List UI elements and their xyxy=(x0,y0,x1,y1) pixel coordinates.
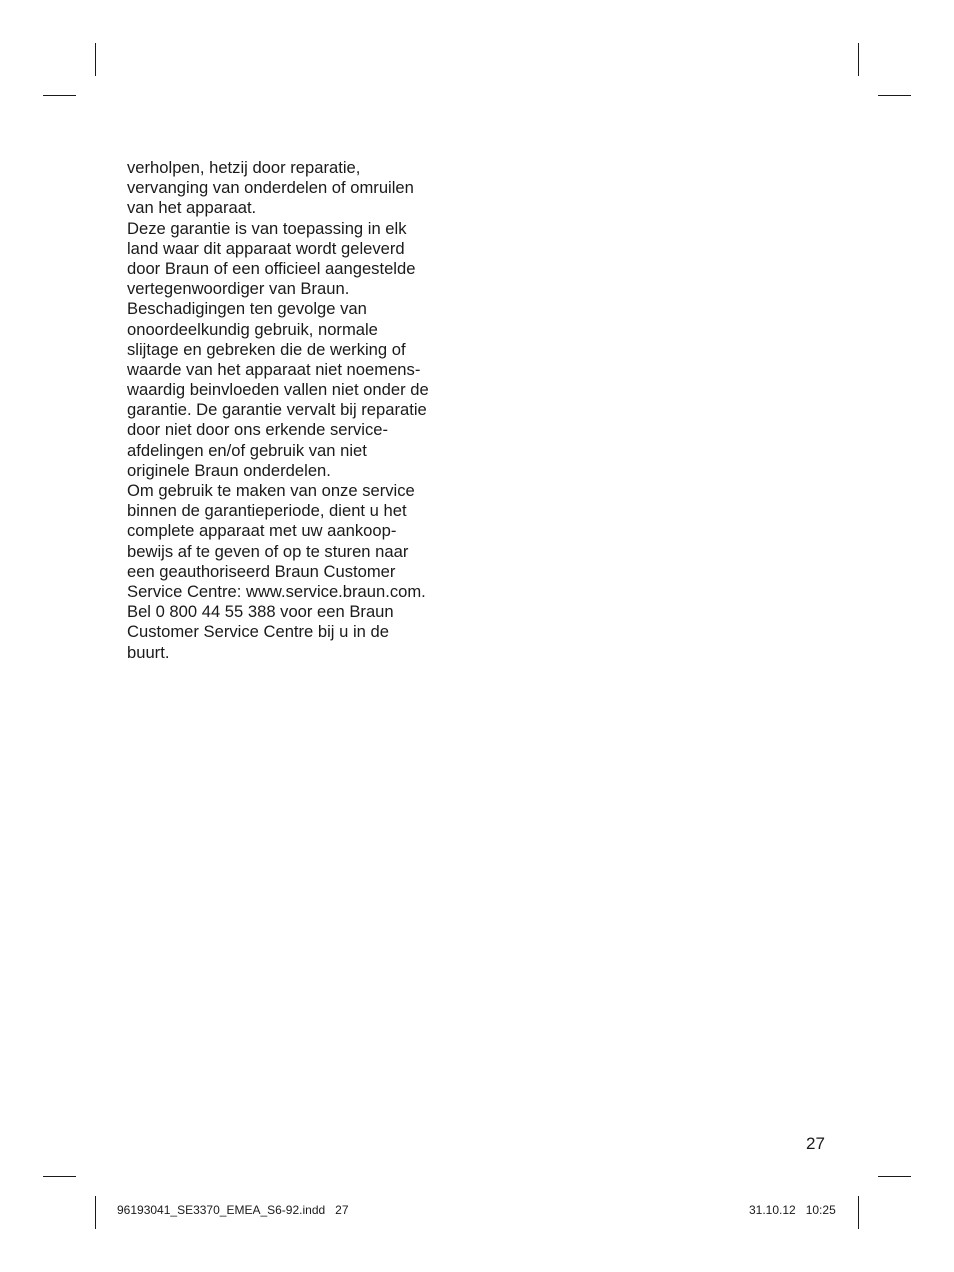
text-line: land waar dit apparaat wordt geleverd xyxy=(127,238,405,258)
warranty-text-column xyxy=(127,158,472,663)
crop-mark-top-right-horizontal xyxy=(878,95,911,96)
crop-mark-bottom-left-vertical xyxy=(95,1196,96,1229)
text-line: een geauthoriseerd Braun Customer xyxy=(127,561,396,581)
crop-mark-bottom-right-horizontal xyxy=(878,1176,911,1177)
text-line: onoordeelkundig gebruik, normale xyxy=(127,319,378,339)
crop-mark-top-right-vertical xyxy=(858,43,859,76)
text-line: Beschadigingen ten gevolge van xyxy=(127,299,367,319)
text-line: vervanging van onderdelen of omruilen xyxy=(127,178,414,198)
text-line: originele Braun onderdelen. xyxy=(127,460,331,480)
text-line: vertegenwoordiger van Braun. xyxy=(127,279,350,299)
text-line: slijtage en gebreken die de werking of xyxy=(127,339,406,359)
text-line: Deze garantie is van toepassing in elk xyxy=(127,218,407,238)
text-line: garantie. De garantie vervalt bij reparatie xyxy=(127,400,427,420)
text-line: van het apparaat. xyxy=(127,198,257,218)
page-number: 27 xyxy=(806,1134,825,1153)
text-line: bewijs af te geven of op te sturen naar xyxy=(127,541,409,561)
text-line: waarde van het apparaat niet noemens- xyxy=(127,359,421,379)
text-line: Bel 0 800 44 55 388 voor een Braun xyxy=(127,602,394,622)
crop-mark-bottom-right-vertical xyxy=(858,1196,859,1229)
text-line: complete apparaat met uw aankoop- xyxy=(127,521,397,541)
text-line: waardig beinvloeden vallen niet onder de xyxy=(127,380,429,400)
text-line: binnen de garantieperiode, dient u het xyxy=(127,501,407,521)
text-line: Customer Service Centre bij u in de xyxy=(127,622,389,642)
text-line: verholpen, hetzij door reparatie, xyxy=(127,158,361,177)
text-line: door niet door ons erkende service- xyxy=(127,420,389,440)
text-line: Service Centre: www.service.braun.com. xyxy=(127,581,426,601)
text-line: Om gebruik te maken van onze service xyxy=(127,481,415,500)
text-line: buurt. xyxy=(127,642,170,662)
text-line: afdelingen en/of gebruik van niet xyxy=(127,440,367,460)
crop-mark-bottom-left-horizontal xyxy=(43,1176,76,1177)
crop-mark-top-left-horizontal xyxy=(43,95,76,96)
slug-datetime: 31.10.12 10:25 xyxy=(749,1203,836,1217)
text-line: door Braun of een officieel aangestelde xyxy=(127,258,416,278)
crop-mark-top-left-vertical xyxy=(95,43,96,76)
slug-file-info: 96193041_SE3370_EMEA_S6-92.indd 27 xyxy=(117,1203,349,1217)
